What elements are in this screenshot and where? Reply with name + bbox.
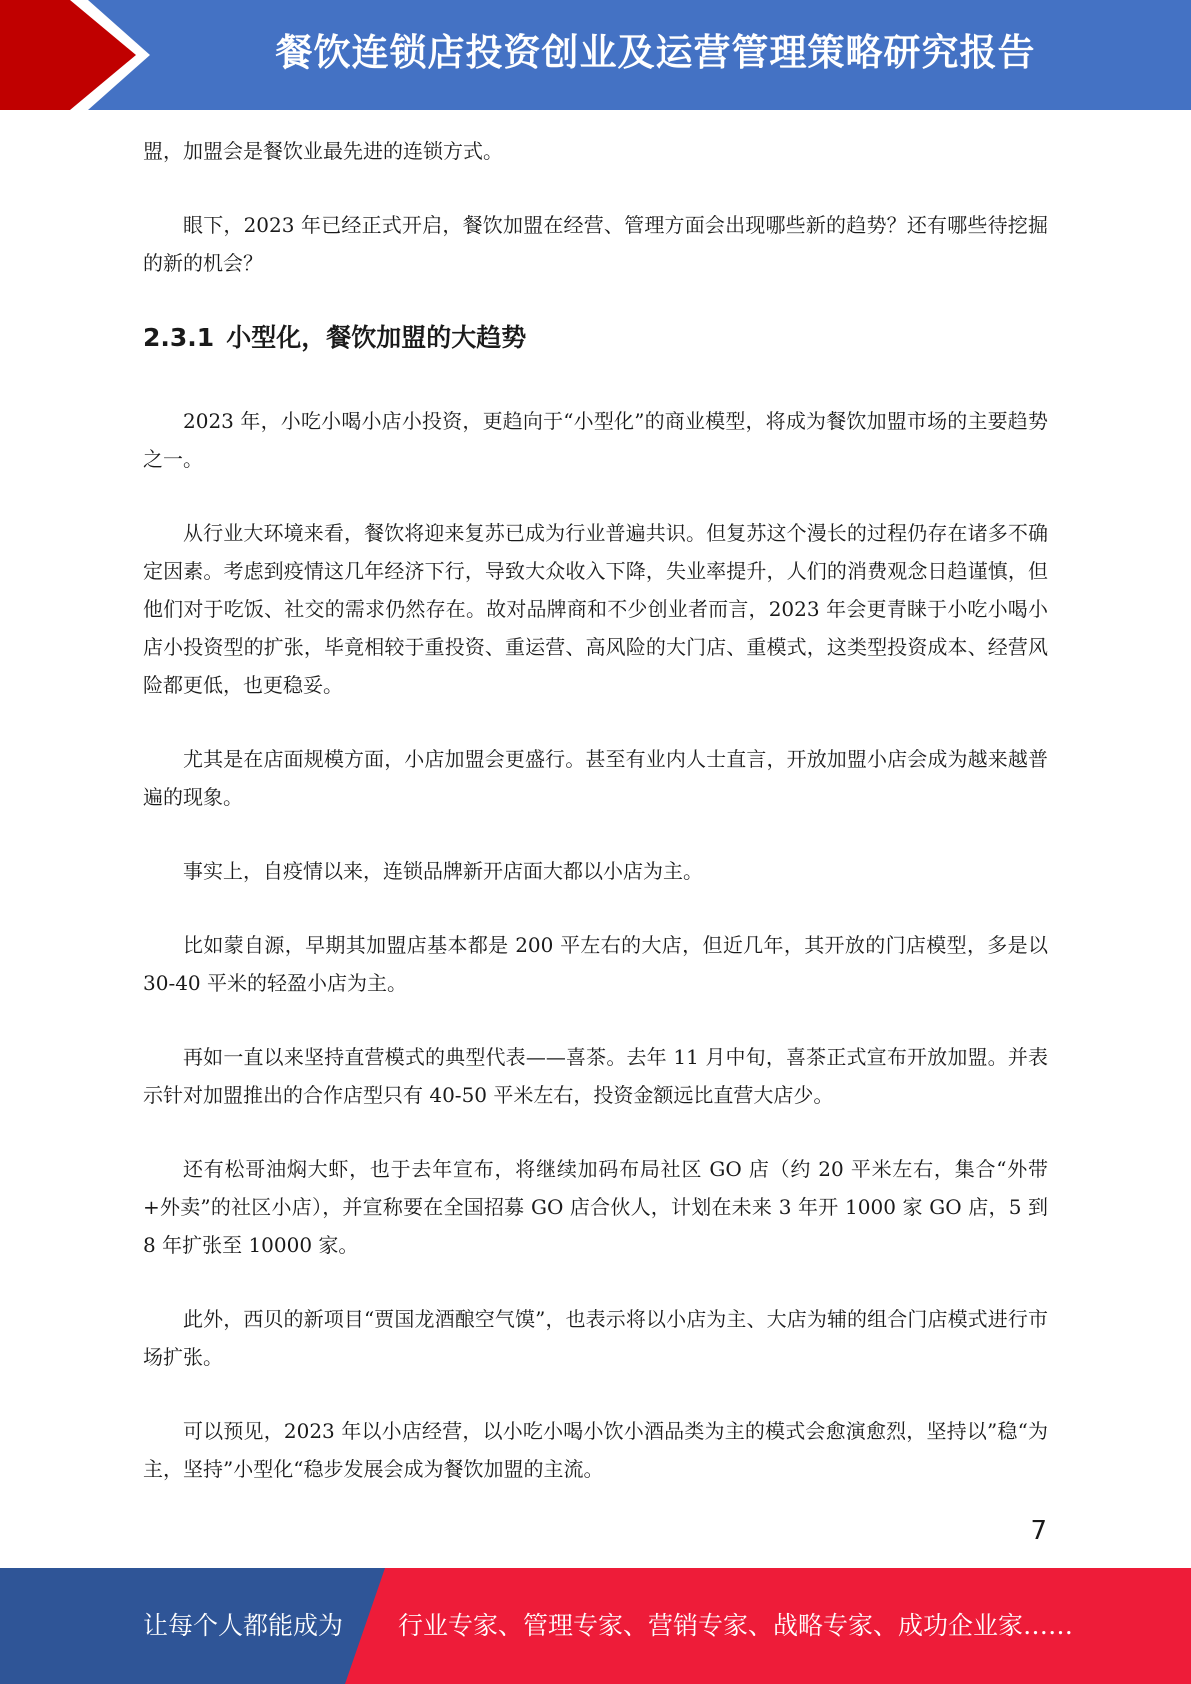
header-arrow-icon <box>0 0 140 110</box>
paragraph: 再如一直以来坚持直营模式的典型代表——喜茶。去年 11 月中旬，喜茶正式宣布开放加盟。并表示针对加盟推出的合作店型只有 40-50 平米左右，投资金额远比直营大店少。 <box>143 1045 1048 1107</box>
page-footer <box>0 1568 1191 1684</box>
paragraph: 眼下，2023 年已经正式开启，餐饮加盟在经营、管理方面会出现哪些新的趋势？还有哪些待挖掘的新的机会？ <box>143 213 1048 275</box>
paragraph: 尤其是在店面规模方面，小店加盟会更盛行。甚至有业内人士直言，开放加盟小店会成为越来越普遍的现象。 <box>143 747 1048 809</box>
section-number: 2.3.1 <box>143 323 215 352</box>
paragraph: 可以预见，2023 年以小店经营，以小吃小喝小饮小酒品类为主的模式会愈演愈烈，坚持以”稳“为主，坚持”小型化“稳步发展会成为餐饮加盟的主流。 <box>143 1419 1048 1481</box>
paragraph: 此外，西贝的新项目“贾国龙酒酿空气馍”，也表示将以小店为主、大店为辅的组合门店模式进行市场扩张。 <box>143 1307 1048 1369</box>
footer-slogan-left: 让每个人都能成为 <box>143 1611 344 1640</box>
paragraph: 2023 年，小吃小喝小店小投资，更趋向于“小型化”的商业模型，将成为餐饮加盟市场的主要趋势之一。 <box>143 409 1048 471</box>
page-header <box>0 0 1191 110</box>
footer-slogan-right: 行业专家、管理专家、营销专家、战略专家、成功企业家…… <box>398 1611 1074 1640</box>
document-body <box>143 132 1048 1524</box>
paragraph: 比如蒙自源，早期其加盟店基本都是 200 平左右的大店，但近几年，其开放的门店模型，多是以 30-40 平米的轻盈小店为主。 <box>143 933 1048 995</box>
paragraph: 事实上，自疫情以来，连锁品牌新开店面大都以小店为主。 <box>183 859 703 883</box>
section-heading <box>143 318 1048 358</box>
report-title: 餐饮连锁店投资创业及运营管理策略研究报告 <box>275 31 1036 74</box>
paragraph: 盟，加盟会是餐饮业最先进的连锁方式。 <box>143 139 503 163</box>
paragraph: 从行业大环境来看，餐饮将迎来复苏已成为行业普遍共识。但复苏这个漫长的过程仍存在诸多不确定因素。考虑到疫情这几年经济下行，导致大众收入下降，失业率提升，人们的消费观念日趋谨慎，但他们对于吃饭、社交的需求仍然存在。故对品牌商和不少创业者而言，2023 年会更青睐于小吃小喝小店小投资型的扩张，毕竟相较于重投资、重运营、高风险的大门店、重模式，这类型投资成本、经营风险都更低，也更稳妥。 <box>143 521 1048 697</box>
section-title: 小型化，餐饮加盟的大趋势 <box>226 323 527 352</box>
page-number: 7 <box>1030 1516 1047 1546</box>
paragraph: 还有松哥油焖大虾，也于去年宣布，将继续加码布局社区 GO 店（约 20 平米左右，集合“外带+外卖”的社区小店），并宣称要在全国招募 GO 店合伙人，计划在未来 3 年开 1000 家 GO 店，5 到 8 年扩张至 10000 家。 <box>143 1157 1048 1257</box>
